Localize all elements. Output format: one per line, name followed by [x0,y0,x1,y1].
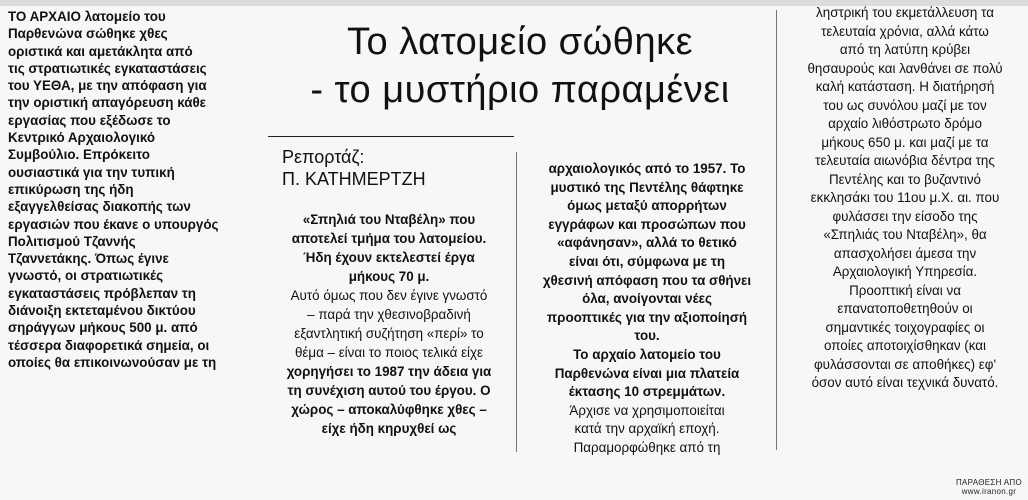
text-line: του ως συνόλου μαζί με τον [823,97,987,113]
text-line: Παρθενώνα σώθηκε χθες [8,26,168,42]
headline [270,18,770,114]
text-line: οποίες θα επικοινωνούσαν με τη [8,354,217,370]
text-line: τελευταία χρόνια, αλλά κάτω [821,23,989,39]
byline-label: Ρεπορτάζ: [282,147,365,167]
text-line: του ΥΕΘΑ, με την απόφαση για [8,78,207,94]
text-line: Αυτό όμως που δεν έγινε γνωστό [290,288,488,303]
text-line: τελευταία αιωνόβια δέντρα της [815,153,995,168]
text-line: μήκους 70 μ. [348,269,430,284]
text-line: εγγράφων και προσώπων που [548,216,746,232]
source-credit [956,478,1022,496]
byline [282,146,426,190]
text-line: Προοπτική είναι να [849,282,961,298]
text-line: κατά την αρχαϊκή εποχή. [574,421,720,437]
text-line: τέσσερα διαφορετικά σημεία, οι [8,337,210,353]
text-line: σηράγγων μήκους 500 μ. από [8,320,198,336]
byline-author: Π. ΚΑΤΗΜΕΡΤΖΗ [282,169,426,189]
text-line: τη συνέχιση αυτού του έργου. Ο [287,383,491,398]
text-line: γνωστό, οι στρατιωτικές [8,268,164,284]
text-line: «Σπηλιά του Νταβέλη» που [302,212,476,227]
column-divider [776,10,777,450]
column-2 [268,210,510,438]
column-divider [516,152,517,452]
text-line: Άρχισε να χρησιμοποιείται [569,402,725,418]
text-line: από τη λατύπη κρύβει [839,42,971,57]
text-line: Παρθενώνα είναι μια πλατεία [554,365,740,381]
text-line: επικύρωση της ήδη [8,181,134,197]
text-line: Ήδη έχουν εκτελεστεί έργα [303,250,475,265]
text-line: ουσιαστικά για την τυπική [8,164,175,180]
text-line: εργασιών που έκανε ο υπουργός [8,216,219,232]
text-line: την οριστική απαγόρευση κάθε [8,95,207,111]
text-line: όλα, ανοίγονται νέες [582,291,712,307]
text-line: είναι ότι, σύμφωνα με τη [569,253,725,269]
text-line: Τζαννετάκης. Όπως έγινε [8,251,169,267]
byline-rule [268,136,514,137]
column-3 [526,160,768,458]
text-line: θησαυρούς και λανθάνει σε πολύ [807,60,1003,76]
headline-line-2: - το μυστήριο παραμένει [310,69,730,111]
text-line: απασχολήσει άμεσα την [833,245,977,261]
text-line: ληστρική του εκμετάλλευση τα [816,5,994,20]
text-line: οποίες αποτοιχίσθηκαν (και [823,338,986,353]
text-line: Παραμορφώθηκε από τη [573,439,721,455]
text-line: φυλάσσει την είσοδο της [832,208,978,224]
text-line: του. [634,328,660,344]
text-line: Το αρχαίο λατομείο του [573,346,721,362]
text-line: εξαγγελθείσας διακοπής των [8,199,191,215]
column-1 [8,8,253,371]
text-line: Πολιτισμού Τζαννής [8,233,136,249]
text-line: εξαντλητική συζήτηση «περί» το [294,326,484,341]
text-line: εργασίας που εξέδωσε το [8,112,171,128]
text-line: αποτελεί τμήμα του λατομείου. [291,231,487,246]
text-line: μήκους 650 μ. και μαζί με τα [821,134,989,150]
headline-line-1: Το λατομείο σώθηκε [346,21,694,63]
text-line: προοπτικές για την αξιοποίησή [546,309,748,325]
text-line: θέμα – είναι το ποιος τελικά είχε [294,345,484,360]
text-line: όμως μεταξύ απορρήτων [567,198,727,214]
text-line: είχε ήδη κηρυχθεί ως [321,421,457,436]
text-line: Πεντέλης και το βυζαντινό [828,171,982,187]
text-line: καλή κατάσταση. Η διατήρησή [815,79,995,94]
text-line: «αφάνησαν», αλλά το θετικό [557,235,737,251]
text-line: χώρος – αποκαλύφθηκε χθες – [291,402,487,417]
text-line: αρχαιολογικός από το 1957. Το [548,161,746,176]
credit-line-1: ΠΑΡΑΘΕΣΗ ΑΠΟ [955,478,1022,487]
text-line: σημαντικές τοιχογραφίες οι [825,319,985,335]
text-line: έκτασης 10 στρεμμάτων. [568,384,726,400]
text-line: «Σπηλιάς του Νταβέλη», θα [823,227,987,242]
text-line: εκκλησάκι του 11ου μ.Χ. αι. που [810,190,1000,205]
text-line: οριστικά και αμετάκλητα από [8,43,193,59]
text-line: Συμβούλιο. Επρόκειτο [8,147,150,163]
text-line: – παρά την χθεσινοβραδινή [307,307,471,322]
text-line: επανατοποθετηθούν οι [837,301,973,316]
text-line: όσον αυτό είναι τεχνικά δυνατό. [811,375,999,390]
text-line: διάνοιξη εκτεταμένου δικτύου [8,303,196,319]
text-line: Κεντρικό Αρχαιολογικό [8,130,156,146]
text-line: μυστικό της Πεντέλης θάφτηκε [550,179,744,195]
text-line: εγκαταστάσεις πρόβλεπαν τη [8,285,196,301]
text-line: αρχαίο λιθόστρωτο δρόμο [828,116,982,131]
credit-line-2: www.iranon.gr [961,487,1017,496]
text-line: χθεσινή απόφαση που τα σθήνει [542,272,752,288]
text-line: ΤΟ ΑΡΧΑΙΟ λατομείο του [8,9,166,24]
column-4 [786,4,1024,393]
text-line: φυλάσσονται σε αποθήκες) εφ' [813,356,997,372]
text-line: χορηγήσει το 1987 την άδεια για [286,364,492,379]
text-line: Αρχαιολογική Υπηρεσία. [832,264,978,279]
text-line: τις στρατιωτικές εγκαταστάσεις [8,60,207,76]
